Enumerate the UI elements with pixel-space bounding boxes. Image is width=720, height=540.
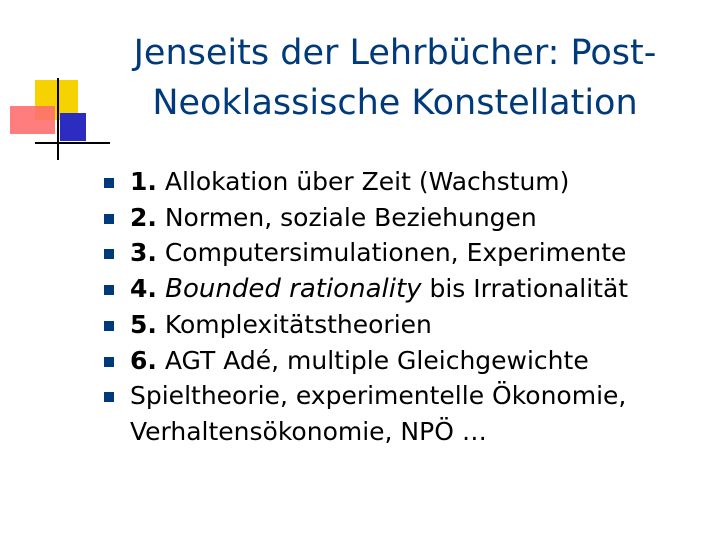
slide-title-line-2: Neoklassische Konstellation — [152, 83, 638, 123]
square-bullet-icon — [104, 214, 114, 224]
item-text: bis Irrationalität — [421, 273, 629, 303]
slide-title — [90, 28, 700, 128]
item-text: Computersimulationen, Experimente — [156, 238, 627, 267]
logo-blue-square — [60, 113, 86, 141]
item-number: 5. — [130, 310, 157, 339]
slide-title-line-1: Jenseits der Lehrbücher: Post- — [133, 33, 657, 73]
item-text: AGT Adé, multiple Gleichgewichte — [156, 345, 589, 375]
item-text: Komplexitätstheorien — [156, 310, 432, 339]
logo-red-square — [10, 106, 55, 134]
item-number: 4. — [130, 273, 157, 303]
square-bullet-icon — [104, 357, 114, 367]
item-number: 6. — [130, 345, 157, 375]
item-number: 3. — [130, 238, 157, 267]
list-item — [100, 271, 710, 308]
square-bullet-icon — [104, 285, 114, 295]
item-number: 1. — [130, 167, 157, 196]
square-bullet-icon — [104, 178, 114, 188]
list-item — [100, 200, 710, 236]
square-bullet-icon — [104, 392, 114, 402]
square-bullet-icon — [104, 249, 114, 259]
item-number: 2. — [130, 202, 157, 232]
square-bullet-icon — [104, 321, 114, 331]
list-item — [100, 235, 710, 271]
item-text-line-2: Verhaltensökonomie, NPÖ … — [130, 416, 487, 446]
item-text: Allokation über Zeit (Wachstum) — [156, 167, 570, 196]
list-item — [100, 164, 710, 200]
list-item — [100, 307, 710, 343]
item-text-line-1: Spieltheorie, experimentelle Ökonomie, — [130, 381, 627, 410]
item-text: Normen, soziale Beziehungen — [156, 202, 537, 232]
list-item — [100, 343, 710, 379]
item-emphasis: Bounded rationality — [156, 273, 422, 304]
bullet-list — [100, 164, 710, 449]
list-item — [100, 378, 710, 449]
